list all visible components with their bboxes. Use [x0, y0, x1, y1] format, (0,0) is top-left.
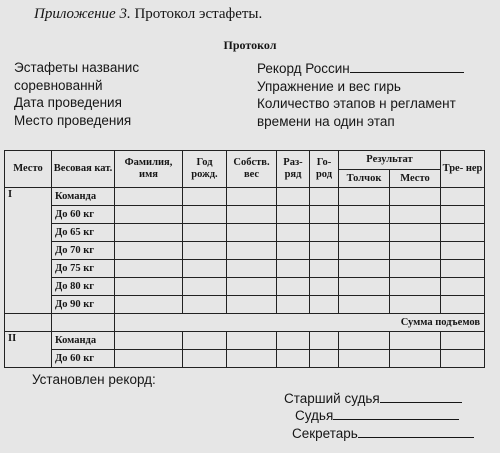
judge-label: Судья	[295, 408, 334, 423]
field-exercise: Упражнение и вес гирь	[257, 78, 401, 94]
table-row	[5, 224, 485, 242]
weight-category: До 65 кг	[52, 224, 115, 242]
weight-category: До 70 кг	[52, 242, 115, 260]
heading-title: Протокол эстафеты.	[134, 6, 263, 22]
weight-category: До 60 кг	[52, 350, 115, 368]
weight-category: До 80 кг	[52, 278, 115, 296]
chief-judge-row	[284, 389, 462, 406]
header-weight-cat: Весовая кат.	[52, 151, 115, 188]
secretary-line	[358, 424, 474, 438]
secretary-row	[292, 424, 474, 441]
header-place: Место	[5, 151, 52, 188]
appendix-label: Приложение 3.	[34, 6, 131, 22]
header-birth-year: Год рожд.	[183, 151, 227, 188]
table-row	[5, 332, 485, 350]
table-row	[5, 188, 485, 206]
table-row	[5, 296, 485, 314]
place-cell-2: II	[5, 332, 52, 368]
header-rank: Раз- ряд	[277, 151, 310, 188]
field-relay-name: Эстафеты названис	[14, 60, 140, 75]
table-row	[5, 206, 485, 224]
table-row	[5, 242, 485, 260]
chief-judge-line	[380, 389, 462, 403]
table-row	[5, 278, 485, 296]
chief-judge-label: Старший судья	[284, 391, 380, 406]
field-russia-record: Рекорд Россин	[257, 61, 350, 76]
sum-row	[5, 314, 485, 332]
header-own-weight: Собств. вес	[227, 151, 277, 188]
judge-row	[295, 406, 459, 423]
record-line	[350, 59, 464, 73]
field-stage-time: времени на один этап	[257, 113, 395, 129]
sum-label: Сумма подъемов	[115, 314, 485, 332]
header-result: Результат	[339, 151, 441, 170]
page-heading	[34, 6, 262, 23]
right-fields	[257, 59, 464, 130]
header-result-place: Место	[390, 170, 441, 188]
secretary-label: Секретарь	[292, 426, 358, 441]
header-city: Го- род	[310, 151, 339, 188]
judge-line	[333, 406, 459, 420]
left-fields	[14, 59, 139, 129]
table-row	[5, 260, 485, 278]
header-name: Фамилия, имя	[115, 151, 183, 188]
record-established: Установлен рекорд:	[32, 372, 156, 387]
weight-category: До 75 кг	[52, 260, 115, 278]
field-date: Дата проведения	[14, 95, 122, 110]
weight-category: До 90 кг	[52, 296, 115, 314]
header-push: Толчок	[339, 170, 390, 188]
weight-category: Команда	[52, 188, 115, 206]
field-russia-record-row	[257, 59, 464, 78]
field-stages: Количество этапов н регламент	[257, 96, 456, 111]
header-coach: Тре- нер	[441, 151, 485, 188]
document-title: Протокол	[223, 38, 277, 52]
field-competitions: соревнованнй	[14, 77, 103, 93]
table-row	[5, 350, 485, 368]
field-venue: Место проведения	[14, 112, 132, 128]
weight-category: До 60 кг	[52, 206, 115, 224]
weight-category: Команда	[52, 332, 115, 350]
place-cell-1: I	[5, 188, 52, 314]
protocol-table	[4, 150, 485, 368]
